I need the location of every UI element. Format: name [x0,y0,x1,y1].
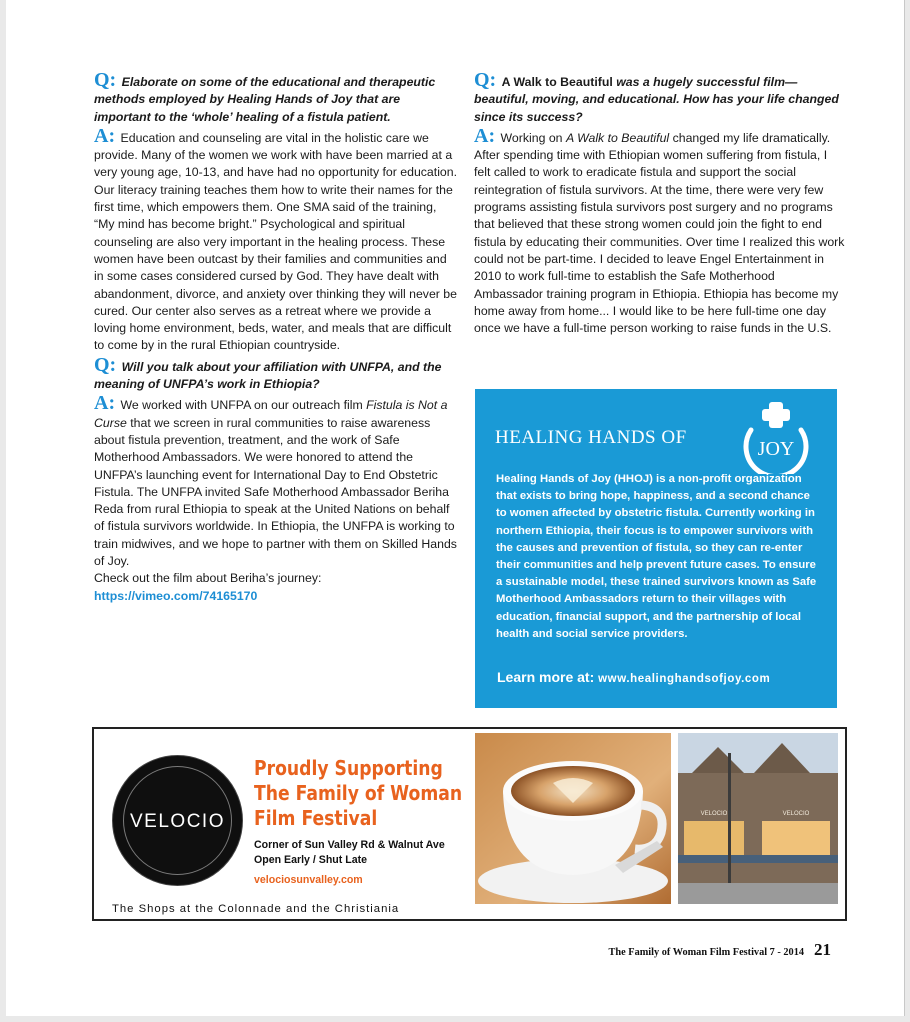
ad-hours: Open Early / Shut Late [254,854,368,866]
left-column [94,69,458,605]
ad-tagline: The Shops at the Colonnade and the Christiania [112,903,400,915]
window-left [684,821,744,855]
checkout-text: Check out the film about Beriha’s journey: [94,571,322,586]
question-3 [474,69,846,126]
street [678,883,838,904]
hhoj-learn-more [497,669,770,685]
question-mark-1: Q: [94,69,117,91]
question-3-film-title: A Walk to Beautiful [501,75,613,89]
question-mark-3: Q: [474,69,497,91]
hhoj-info-box [475,389,837,708]
right-column [474,69,846,337]
window-right [762,821,830,855]
answer-3-film-title: A Walk to Beautiful [565,130,670,145]
lamp-post [728,753,731,883]
storefront-sign-right: VELOCIO [782,811,810,817]
publication-name: The Family of Woman Film Festival 7 - 2014 [608,947,804,958]
answer-mark-1: A: [94,124,116,147]
hhoj-learn-label: Learn more at: [497,669,595,685]
answer-3 [474,124,846,338]
answer-1 [94,124,458,355]
hhoj-title: HEALING HANDS OF [495,427,687,448]
question-2-text: Will you talk about your affiliation with UNFPA, and the meaning of UNFPA’s work in Ethiopia? [94,359,442,392]
coffee-photo [475,733,671,904]
hhoj-logo-cross-horizontal [762,409,790,421]
ad-address: Corner of Sun Valley Rd & Walnut Ave [254,839,445,851]
ad-details [254,838,445,868]
answer-1-text: Education and counseling are vital in the holistic care we provide. Many of the women we work with have been married at a very young age, 10-13, and have had no opportunity for education. Our literacy training teaches them how to write their names for the first time, which empowers them. One SMA said of the training, “My mind has become bright.” Psychological and spiritual counseling are also very important in the healing process. These women have been outcast by their families and communities and in some cases considered cursed by God. They have dealt with abandonment, divorce, and anxiety over thinking they will never be cured. Our center also serves as a retreat where we provide a loving home environment, beds, water, and meals that are difficult to come by in the rural Ethiopian countryside. [94,130,458,353]
ad-headline-line-1: Proudly Supporting [254,756,443,780]
velocio-brand: VELOCIO [130,811,225,832]
answer-3-text: changed my life dramatically. After spending time with Ethiopian women suffering from fistula, I felt called to work to eradicate fistula and support the social reintegration of fistula survivors. At the time, there were very few programs assisting fistula survivors post surgery and no programs that believed that these strong women could join the fight to end fistula by educating their communities. Over time I realized this work could not be part-time. I decided to leave Engel Entertainment in 2010 to work full-time to establish the Safe Motherhood Ambassador training program in Ethiopia. Ethiopia has become my home away from home... I would like to be here full-time one day once we have a full-time person working to raise funds in the U.S. [474,130,845,336]
answer-3-intro: Working on [500,130,563,145]
answer-2 [94,392,458,605]
answer-2-rest: that we screen in rural communities to raise awareness about fistula prevention, treatment, and the work of Safe Motherhood Ambassadors. We were honored to attend the UNFPA’s launching event for International Day to End Obstetric Fistula. The UNFPA invited Safe Motherhood Ambassador Beriha Reda from rural Ethiopia to speak at the United Nations on behalf of fistula survivors worldwide. In Ethiopia, the UNFPA is working to train midwives, and we hope to partner with them on Skilled Hands of Joy. [94,415,457,569]
velocio-logo [112,755,243,886]
question-3-text: was a hugely successful film—beautiful, moving, and educational. How has your life changed since its success? [474,75,839,124]
ad-headline [254,756,462,831]
answer-2-film-title: Fistula is Not a Curse [94,398,448,430]
ad-website[interactable]: velociosunvalley.com [254,874,363,886]
hhoj-website-link[interactable]: www.healinghandsofjoy.com [598,673,771,685]
answer-mark-2: A: [94,392,116,415]
ad-headline-line-2: The Family of Woman [254,781,463,805]
question-1-text: Elaborate on some of the educational and therapeutic methods employed by Healing Hands of Joy that are important to the ‘whole’ healing of a fistula patient. [94,75,436,124]
answer-2-intro: We worked with UNFPA on our outreach film [120,398,363,413]
question-mark-2: Q: [94,353,117,376]
velocio-ad [92,727,847,921]
vimeo-link[interactable]: https://vimeo.com/74165170 [94,588,258,603]
awning [678,855,838,863]
hhoj-logo [733,400,819,474]
question-1 [94,69,458,126]
page-number: 21 [814,940,831,959]
question-2 [94,353,458,394]
storefront-photo [678,733,838,904]
hhoj-logo-word: JOY [757,438,795,460]
storefront-sign-left: VELOCIO [700,811,728,817]
hhoj-body: Healing Hands of Joy (HHOJ) is a non-profit organization that exists to bring hope, happiness, and a second chance to women affected by obstetric fistula. Currently working in northern Ethiopia, their focus is to empower survivors with the causes and prevention of fistula, so they can re-enter their communities and help prevent future cases. To ensure a sustainable model, these trained survivors known as Safe Motherhood Ambassadors return to their villages with education, financial support, and the partnership of local health and social service providers. [496,473,817,640]
page-footer [609,940,831,960]
ad-headline-line-3: Film Festival [254,806,378,830]
answer-mark-3: A: [474,124,496,147]
magazine-page [6,0,905,1016]
